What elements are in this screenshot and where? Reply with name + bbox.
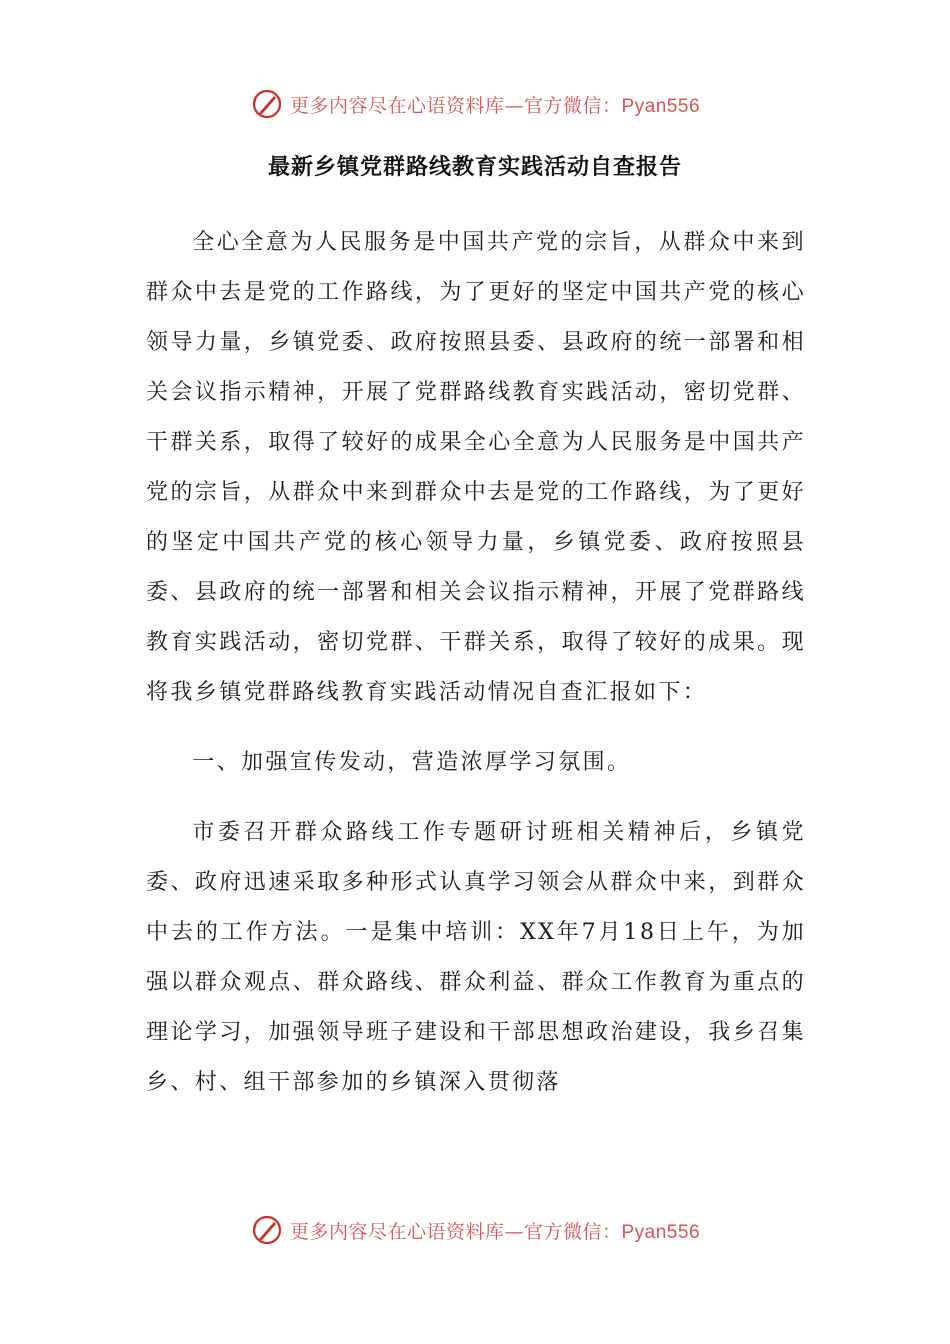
pen-logo-icon [250, 87, 284, 121]
footer-banner [0, 1208, 950, 1252]
pen-logo-icon [250, 1213, 284, 1247]
banner-text [290, 1217, 700, 1244]
paragraph-section-1: 市委召开群众路线工作专题研讨班相关精神后，乡镇党委、政府迅速采取多种形式认真学习领会从群众中来，到群众中去的工作方法。一是集中培训：XX年7月18日上午，为加强以群众观点、群众路线、群众利益、群众工作教育为重点的理论学习，加强领导班子建设和干部思想政治建设，我乡召集乡、村、组干部参加的乡镇深入贯彻落 [146, 820, 806, 1095]
document-title: 最新乡镇党群路线教育实践活动自查报告 [267, 155, 682, 180]
banner-label: 更多内容尽在心语资料库—官方微信： [289, 94, 622, 117]
banner-wechat-id: Pyan556 [621, 1221, 701, 1243]
banner-wechat-id: Pyan556 [621, 95, 701, 117]
header-banner [0, 82, 950, 126]
banner-label: 更多内容尽在心语资料库—官方微信： [289, 1220, 622, 1243]
section-heading-1: 一、加强宣传发动，营造浓厚学习氛围。 [192, 750, 632, 775]
paragraph-intro: 全心全意为人民服务是中国共产党的宗旨，从群众中来到群众中去是党的工作路线，为了更好的坚定中国共产党的核心领导力量，乡镇党委、政府按照县委、县政府的统一部署和相关会议指示精神，开展了党群路线教育实践活动，密切党群、干群关系，取得了较好的成果全心全意为人民服务是中国共产党的宗旨，从群众中来到群众中去是党的工作路线，为了更好的坚定中国共产党的核心领导力量，乡镇党委、政府按照县委、县政府的统一部署和相关会议指示精神，开展了党群路线教育实践活动，密切党群、干群关系，取得了较好的成果。现将我乡镇党群路线教育实践活动情况自查汇报如下： [146, 230, 806, 705]
banner-text [290, 91, 700, 118]
document-body [146, 218, 806, 1108]
